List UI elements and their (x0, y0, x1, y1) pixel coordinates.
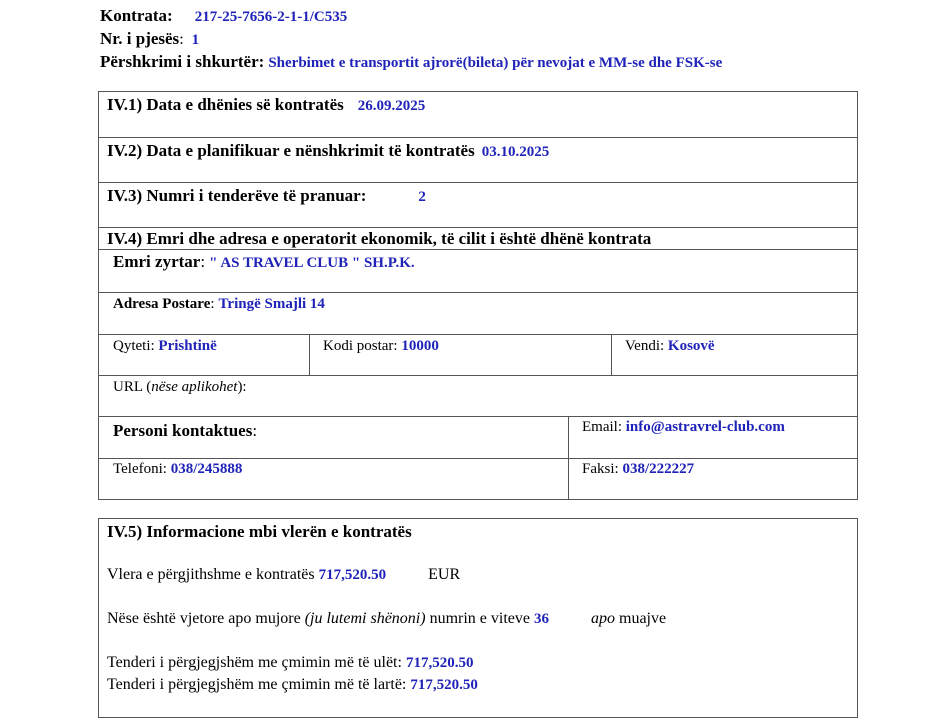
total-value: 717,520.50 (318, 567, 387, 583)
months-label: muajve (619, 610, 667, 627)
part-row (100, 28, 722, 51)
award-date-row (99, 92, 857, 137)
email-value: info@astravrel-club.com (625, 419, 785, 435)
tenders-received-label: IV.3) Numri i tenderëve të pranuar: (107, 186, 367, 205)
postal-address-row: Adresa Postare: Tringë Smajli 14 (99, 292, 857, 334)
highest-price-label: Tenderi i përgjegjshëm me çmimin më të lartë: (107, 676, 407, 693)
duration-text: Nëse është vjetore apo mujore (107, 610, 301, 627)
contract-row (100, 5, 722, 28)
contract-label: Kontrata: (100, 6, 173, 25)
phone-value: 038/245888 (170, 461, 243, 477)
part-number: 1 (191, 32, 200, 48)
lowest-price-row (107, 654, 473, 672)
postal-address-value: Tringë Smajli 14 (218, 296, 325, 312)
url-label-end: ): (237, 379, 247, 395)
description-label: Përshkrimi i shkurtër: (100, 52, 265, 71)
column-divider (309, 335, 310, 375)
contact-person-label: Personi kontaktues (113, 421, 253, 440)
contract-value-box (98, 518, 858, 718)
official-name-value: " AS TRAVEL CLUB " SH.P.K. (209, 255, 415, 271)
award-details-table (98, 91, 858, 500)
postal-code-cell (323, 338, 439, 355)
highest-price-row (107, 676, 478, 694)
signing-date-label: IV.2) Data e planifikuar e nënshkrimit të kontratës (107, 141, 475, 160)
part-colon: : (179, 31, 184, 48)
years-label: numrin e viteve (429, 610, 530, 627)
contract-number: 217-25-7656-2-1-1/C535 (194, 9, 348, 25)
email-cell (582, 419, 785, 436)
lowest-price-value: 717,520.50 (405, 655, 474, 671)
url-label-italic: nëse aplikohet (151, 379, 238, 395)
fax-cell (582, 461, 694, 478)
tenders-received-value: 2 (418, 189, 426, 205)
lowest-price-label: Tenderi i përgjegjshëm me çmimin më të ulët: (107, 654, 402, 671)
description-value: Sherbimet e transportit ajrorë(bileta) për nevojat e MM-se dhe FSK-se (268, 55, 723, 71)
operator-section-title-row (99, 227, 857, 249)
official-name-row: Emri zyrtar: " AS TRAVEL CLUB " SH.P.K. (99, 249, 857, 292)
postal-code-value: 10000 (401, 338, 439, 354)
contact-email-row (99, 416, 857, 458)
column-divider (611, 335, 612, 375)
column-divider (568, 459, 569, 499)
country-value: Kosovë (667, 338, 715, 354)
postal-code-label: Kodi postar: (323, 338, 398, 354)
phone-label: Telefoni: (113, 461, 167, 477)
description-row (100, 51, 722, 74)
fax-label: Faksi: (582, 461, 619, 477)
column-divider (568, 417, 569, 458)
city-value: Prishtinë (158, 338, 217, 354)
fax-value: 038/222227 (622, 461, 695, 477)
currency: EUR (428, 566, 461, 583)
part-label: Nr. i pjesës (100, 29, 180, 48)
or-text: apo (591, 610, 615, 627)
email-label: Email: (582, 419, 622, 435)
duration-note: (ju lutemi shënoni) (304, 610, 426, 627)
total-value-row (107, 566, 460, 584)
phone-cell (113, 461, 242, 478)
award-date-label: IV.1) Data e dhënies së kontratës (107, 95, 344, 114)
award-date-value: 26.09.2025 (357, 98, 426, 114)
country-cell (625, 338, 715, 355)
total-value-label: Vlera e përgjithshme e kontratës (107, 566, 315, 583)
city-cell (113, 338, 217, 355)
years-value: 36 (534, 611, 549, 627)
duration-row (107, 610, 666, 628)
city-postal-country-row (99, 334, 857, 375)
signing-date-value: 03.10.2025 (481, 144, 550, 160)
phone-fax-row (99, 458, 857, 499)
signing-date-row (99, 137, 857, 182)
postal-address-label: Adresa Postare (113, 296, 211, 312)
city-label: Qyteti: (113, 338, 155, 354)
operator-section-title: IV.4) Emri dhe adresa e operatorit ekonomik, të cilit i është dhënë kontrata (107, 229, 652, 248)
official-name-label: Emri zyrtar (113, 252, 201, 271)
url-row (99, 375, 857, 416)
contact-person-cell: Personi kontaktues: (113, 421, 258, 440)
highest-price-value: 717,520.50 (410, 677, 478, 693)
tenders-received-row (99, 182, 857, 227)
contract-value-title: IV.5) Informacione mbi vlerën e kontratës (107, 522, 412, 541)
contract-header (100, 5, 722, 74)
url-label: URL ( (113, 379, 152, 395)
country-label: Vendi: (625, 338, 665, 354)
